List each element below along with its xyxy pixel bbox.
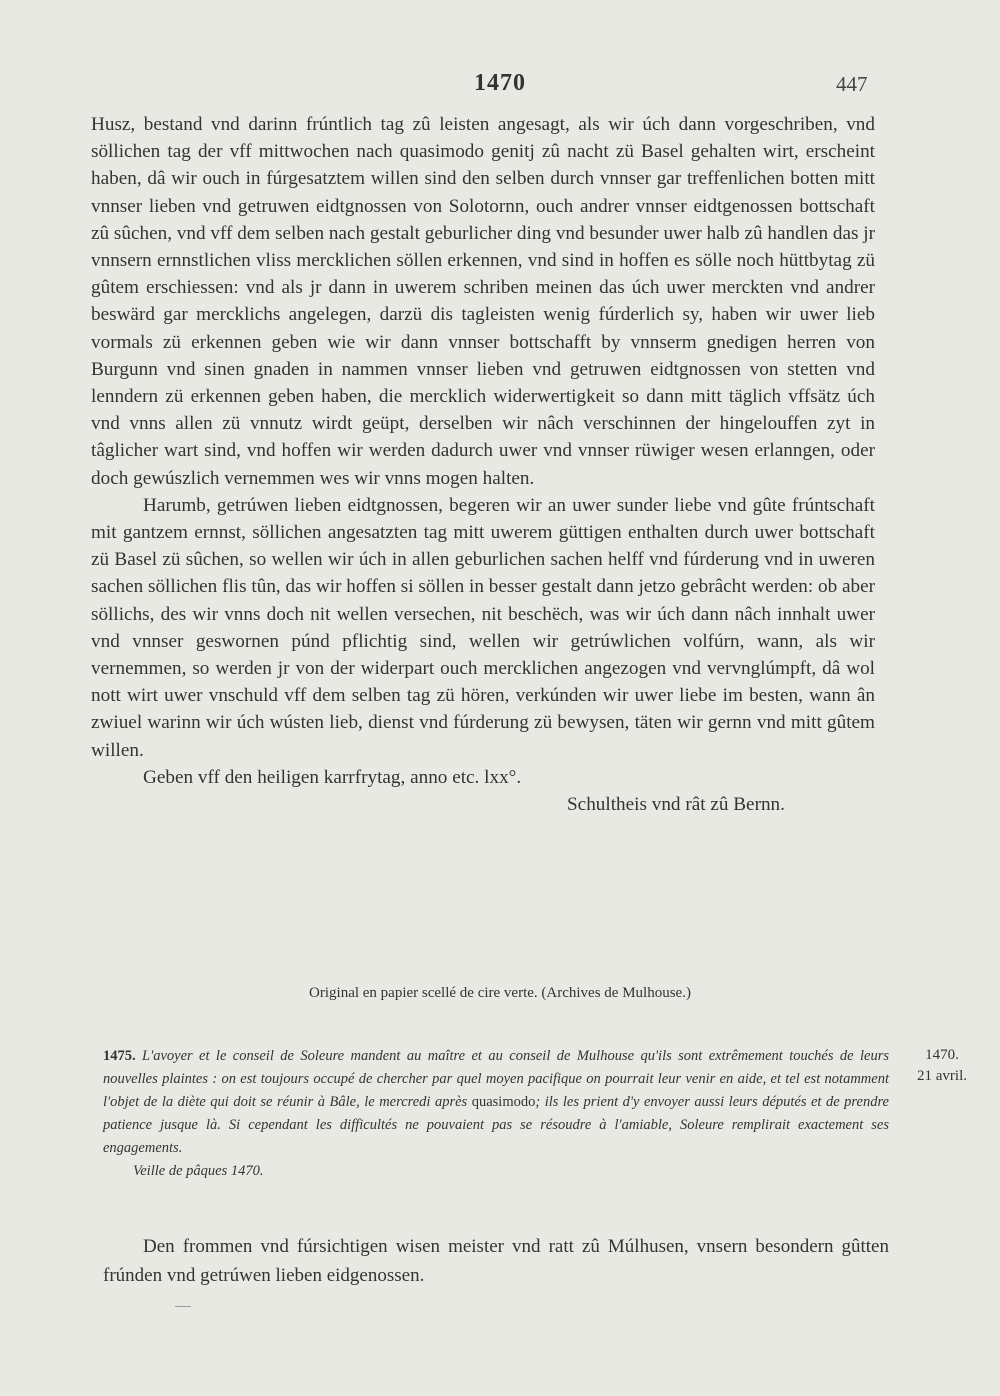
dating-line: Geben vff den heiligen karrfrytag, anno etc. lxx°. xyxy=(143,766,522,788)
letter-address: Den frommen vnd fúrsichtigen wisen meister vnd ratt zû Múlhusen, vnsern besondern gûtten frúnden vnd getrúwen lieben eidgenossen. xyxy=(103,1236,889,1286)
page-number: 447 xyxy=(836,72,868,96)
margin-year: 1470. xyxy=(925,1047,959,1063)
margin-day: 21 avril. xyxy=(917,1068,967,1084)
letter-paragraph: Harumb, getrúwen lieben eidtgnossen, begeren wir an uwer sunder liebe vnd gûte frúntschaft mit gantzem ernnst, söllichen angesatzten tag mitt uwerem güttigen enthalten durch uwer bottschaft zü Basel zü sûchen, so wellen wir úch in allen geburlichen sachen helff vnd fúrderung vnd in uweren sachen söllichen flis tûn, das wir hoffen si söllen in besser gestalt dann jetzo gebrâcht werden: ob aber söllichs, des wir vnns doch nit wellen versechen, nit beschëch, was wir úch dann nâch innhalt uwer vnd vnnser geswornen púnd pflichtig sind, wellen wir getrúwlichen volfúrn, wann, als wir vernemmen, so werden jr von der widerpart ouch mercklichen angezogen vnd vervnglúmpft, dâ wol nott wirt uwer vnschuld vff dem selben tag zü hören, verkúnden wir uwer liebe im besten, wann ân zwiuel warinn wir úch wústen lieb, dienst vnd fúrderung zü bewysen, täten wir gernn vnd mitt gûtem willen. xyxy=(91,494,875,761)
entry-date-line: Veille de pâques 1470. xyxy=(133,1163,264,1179)
letter-body xyxy=(91,111,875,818)
running-head-year: 1470 xyxy=(474,70,526,96)
signature-line: Schultheis vnd rât zû Bernn. xyxy=(567,794,785,816)
entry-number: 1475. xyxy=(103,1048,136,1064)
stray-mark xyxy=(175,1306,191,1307)
letter-paragraph: Husz, bestand vnd darinn frúntlich tag zû leisten angesagt, als wir úch dann vorgeschriben, vnd söllichen tag der vff mittwochen nach quasimodo genitj zû nacht zü Basel gehalten wirt, erscheint haben, dâ wir ouch in fúrgesatztem willen sind den selben durch vnnser gar treffenlichen botten mitt vnnser lieben vnd getruwen eidtgnossen von Solotornn, ouch andrer vnnser eidtgenossen bottschaft zû sûchen, vnd vff dem selben nach gestalt geburlicher ding vnd besunder uwer halb zû handlen das jr vnnsern ernnstlichen vliss mercklichen söllen erkennen, vnd sind in hoffen es sölle noch hüttbytag zü gûtem erschiessen: vnd als jr dann in uwerem schriben meinen das úch uwer merckten vnd andrer beswärd gar mercklichs angelegen, darzü dis tagleisten wenig fúrderlich sy, haben wir uwer lieb vormals zü erkennen geben wie wir dann vnnser bottschafft by vnnserm gnedigen herren von Burgunn vnd sinen gnaden in nammen vnnser lieben vnd getruwen eidtgnossen von stetten vnd lenndern zü erkennen geben haben, die mercklich widerwertigkeit so dann mitt täglich vffsätz úch vnd vnns allen zü vnnutz wirdt geüpt, derselben wir nâch verschinnen der hingelouffen zyt in tâglicher wart sind, vnd hoffen wir werden dadurch uwer vnd vnnser rüwiger wesen erlanngen, oder doch gewúszlich vernemmen wes wir vnns mogen halten. xyxy=(91,114,875,489)
entry-summary-part: ; ils les prient d'y envoyer aussi leurs députés et de prendre patience jusque là. Si cependant les difficultés ne pouvaient pas se résoudre à l'amiable, Soleure remplirait exactement ses engagements. xyxy=(103,1094,889,1156)
source-note: Original en papier scellé de cire verte. (Archives de Mulhouse.) xyxy=(309,985,691,1001)
margin-date xyxy=(902,1045,982,1087)
entry-summary-part: L'avoyer et le conseil de Soleure mandent au maître et au conseil de Mulhouse qu'ils sont extrêmement touchés de leurs nouvelles plaintes : on est toujours occupé de chercher par quel moyen pacifique on pourrait leur venir en aide, et tel est notamment l'objet de la diète qui doit se réunir à Bâle, le mercredi après xyxy=(103,1048,889,1110)
entry-summary xyxy=(103,1045,889,1160)
entry-summary-roman: quasimodo xyxy=(471,1094,536,1110)
letter-closing xyxy=(91,764,875,818)
document-entry xyxy=(103,1045,889,1183)
